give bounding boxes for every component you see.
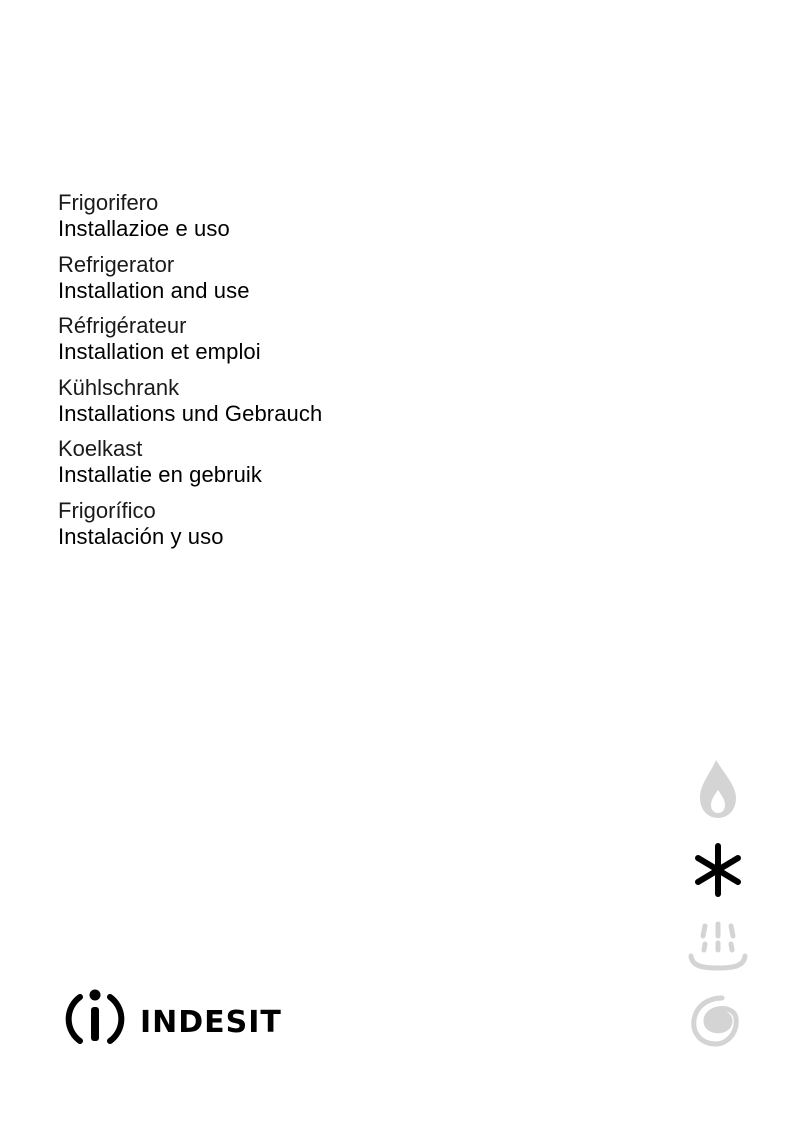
product-name: Frigorifero xyxy=(58,190,159,215)
title-block-en xyxy=(58,252,322,304)
indesit-i-logo-icon xyxy=(62,985,128,1051)
product-subtitle: Installatie en gebruik xyxy=(58,462,262,487)
product-subtitle: Installations und Gebrauch xyxy=(58,400,323,426)
product-name: Frigorífico xyxy=(58,497,156,523)
product-subtitle: Installation and use xyxy=(58,277,250,303)
product-subtitle: Instalación y uso xyxy=(58,523,224,549)
product-name: Réfrigérateur xyxy=(58,313,187,338)
steam-plate-icon xyxy=(686,916,750,981)
product-name: Kühlschrank xyxy=(58,374,180,400)
title-block-de xyxy=(58,375,322,427)
title-block-fr xyxy=(58,313,322,365)
product-name: Refrigerator xyxy=(58,251,175,277)
title-block-nl xyxy=(58,436,322,488)
flame-icon xyxy=(686,756,750,827)
brand-logo xyxy=(62,985,282,1051)
spiral-icon xyxy=(686,990,750,1055)
snowflake-asterisk-icon xyxy=(686,840,750,905)
product-subtitle: Installazioe e uso xyxy=(58,216,230,241)
brand-name: indesit xyxy=(140,993,282,1043)
title-block-es xyxy=(58,498,322,550)
title-list xyxy=(58,190,322,559)
product-name: Koelkast xyxy=(58,436,143,461)
product-subtitle: Installation et emploi xyxy=(58,339,261,364)
title-block-it xyxy=(58,190,322,242)
